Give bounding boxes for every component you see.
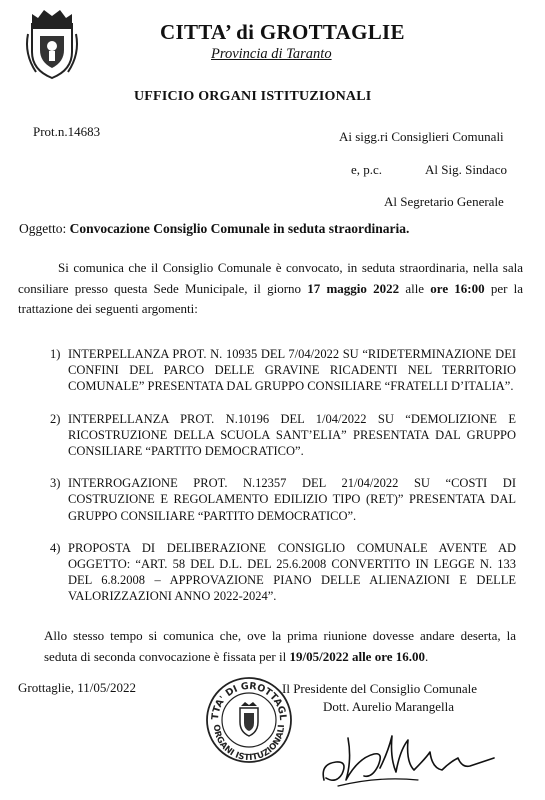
meeting-time: ore 16:00 xyxy=(430,280,485,296)
agenda-item: 3) INTERROGAZIONE PROT. N.12357 DEL 21/04/2022 SU “COSTI DI COSTRUZIONE E REGOLAMENTO EDILIZIO TIPO (RET)” PRESENTATA DAL GRUPPO CONSILIARE “PARTITO DEMOCRATICO”. xyxy=(50,476,516,523)
office-heading: UFFICIO ORGANI ISTITUZIONALI xyxy=(134,89,372,104)
protocol-number: Prot.n.14683 xyxy=(33,124,101,139)
intro-paragraph: Si comunica che il Consiglio Comunale è convocato, in seduta straordinaria, nella sala consiliare presso questa Sede Municipale, il giorno 17 maggio 2022 alle ore 16:00 per la trattazione dei seguenti argomenti: xyxy=(18,260,524,316)
subject-text: Convocazione Consiglio Comunale in seduta straordinaria. xyxy=(69,221,410,236)
agenda-item: 4) PROPOSTA DI DELIBERAZIONE CONSIGLIO COMUNALE AVENTE AD OGGETTO: “ART. 58 DEL D.L. DEL 25.6.2008 CONVERTITO IN LEGGE N. 133 DEL 6.8.2008 – APPROVAZIONE PIANO DELLE ALIENAZIONI E DELLE VALORIZZAZIONI ANNO 2022-2024”. xyxy=(50,540,516,604)
recipient-secretary: Al Segretario Generale xyxy=(384,194,504,209)
city-crest-icon xyxy=(22,6,82,80)
stamp-bottom-text: ORGANI ISTITUZIONALI xyxy=(210,723,288,764)
second-call-time: alle ore 16.00 xyxy=(351,648,426,664)
province-subtitle: Provincia di Taranto xyxy=(211,46,332,62)
closing-paragraph: Allo stesso tempo si comunica che, ove la prima riunione dovesse andare deserta, la seduta di seconda convocazione è fissata per il 19/05/2022 alle ore 16.00. xyxy=(44,628,516,664)
recipient-mayor: Al Sig. Sindaco xyxy=(425,162,507,177)
signatory-block xyxy=(282,680,477,715)
recipient-councillors: Ai sigg.ri Consiglieri Comunali xyxy=(339,129,504,144)
stamp-top-text: TTA' DI GROTTAGL xyxy=(209,680,289,721)
signatory-role: Il Presidente del Consiglio Comunale xyxy=(282,681,477,696)
cc-label: e, p.c. xyxy=(351,162,383,177)
agenda-item: 2) INTERPELLANZA PROT. N.10196 DEL 1/04/2022 SU “DEMOLIZIONE E RICOSTRUZIONE DELLA SCUOLA SANT’ELIA” PRESENTATA DAL GRUPPO CONSILIARE “PARTITO DEMOCRATICO”. xyxy=(50,411,516,459)
second-call-date: 19/05/2022 xyxy=(289,648,349,664)
meeting-date: 17 maggio 2022 xyxy=(307,280,400,296)
signatory-name: Dott. Aurelio Marangella xyxy=(323,698,455,714)
subject-line xyxy=(19,221,409,237)
official-stamp-icon xyxy=(204,675,294,765)
handwritten-signature-icon xyxy=(318,728,508,792)
place-and-date: Grottaglie, 11/05/2022 xyxy=(18,680,136,695)
subject-label: Oggetto: xyxy=(19,221,67,236)
agenda-item: 1) INTERPELLANZA PROT. N. 10935 DEL 7/04/2022 SU “RIDETERMINAZIONE DEI CONFINI DEL PARCO DELLE GRAVINE RICADENTI NEL TERRITORIO COMUNALE” PRESENTATA DAL GRUPPO CONSILIARE “FRATELLI D’ITALIA”. xyxy=(50,347,516,394)
city-title: CITTA’ di GROTTAGLIE xyxy=(160,20,405,44)
agenda-list xyxy=(44,346,516,621)
